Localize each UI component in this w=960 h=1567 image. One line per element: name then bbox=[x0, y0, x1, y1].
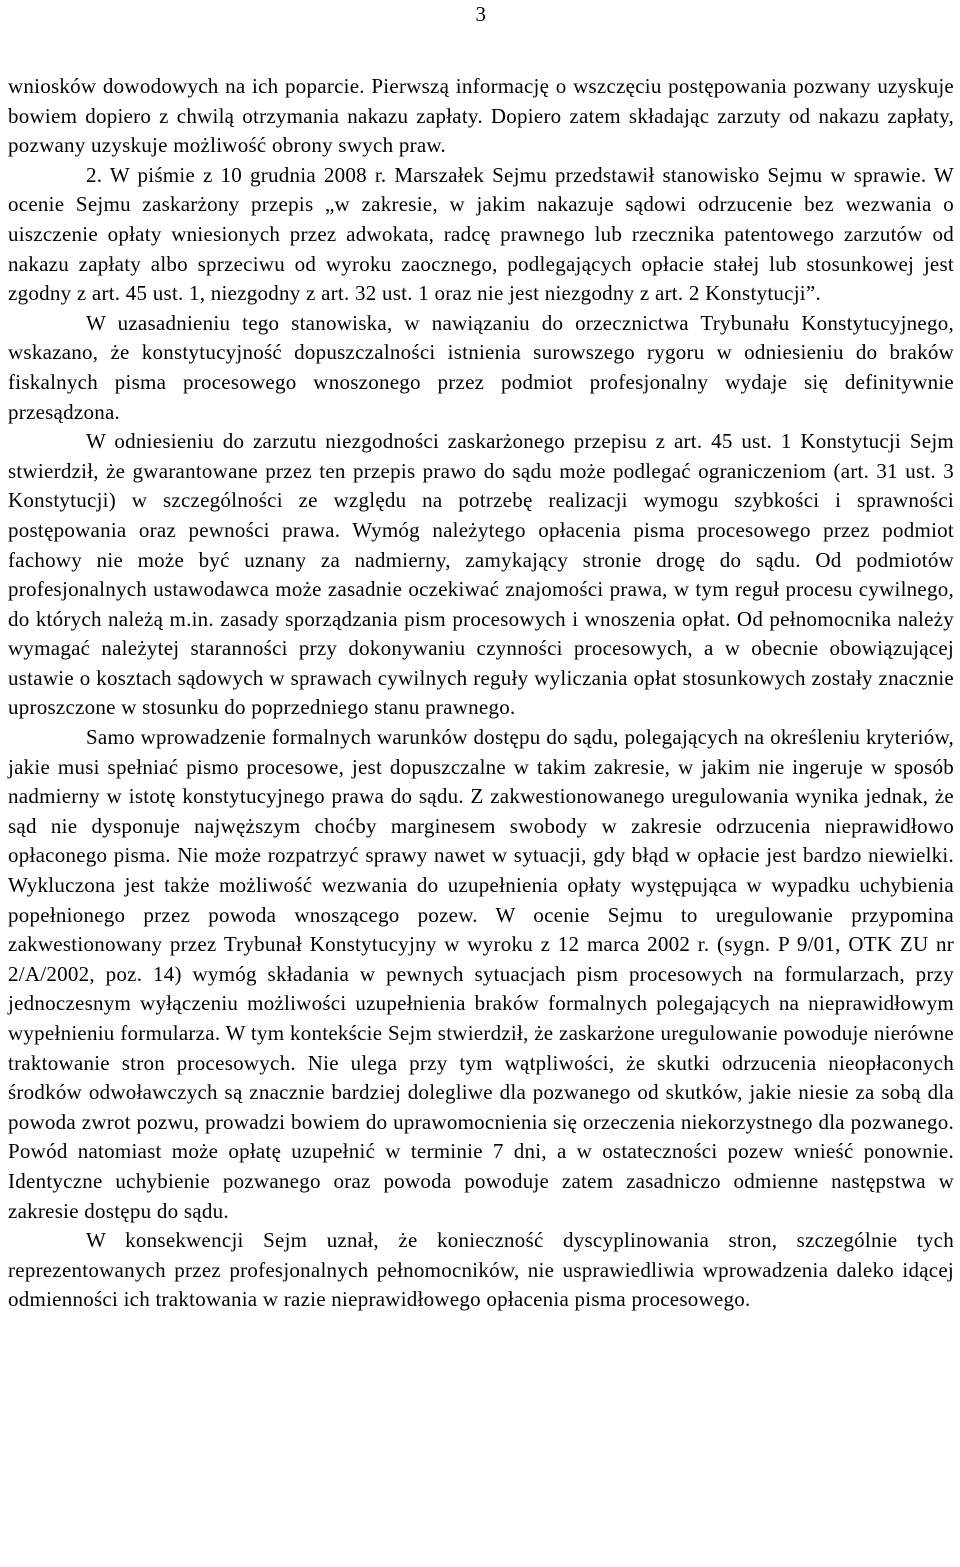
paragraph-continuation: wniosków dowodowych na ich poparcie. Pierwszą informację o wszczęciu postępowania pozwany uzyskuje bowiem dopiero z chwilą otrzymania nakazu zapłaty. Dopiero zatem składając zarzuty od nakazu zapłaty, pozwany uzyskuje możliwość obrony swych praw. bbox=[8, 74, 954, 158]
document-body bbox=[8, 72, 954, 1315]
page-number: 3 bbox=[475, 2, 486, 26]
paragraph-art-45: W odniesieniu do zarzutu niezgodności zaskarżonego przepisu z art. 45 ust. 1 Konstytucji Sejm stwierdził, że gwarantowane przez ten przepis prawo do sądu może podlegać ograniczeniom (art. 31 ust. 3 Konstytucji) w szczególności ze względu na potrzebę realizacji wymogu szybkości i sprawności postępowania oraz pewności prawa. Wymóg należytego opłacenia pisma procesowego przez podmiot fachowy nie może być uznany za nadmierny, zamykający stronie drogę do sądu. Od podmiotów profesjonalnych ustawodawca może zasadnie oczekiwać znajomości prawa, w tym reguł procesu cywilnego, do których należą m.in. zasady sporządzania pism procesowych i wnoszenia opłat. Od pełnomocnika należy wymagać należytej staranności przy dokonywaniu czynności procesowych, a w obecnie obowiązującej ustawie o kosztach sądowych w sprawach cywilnych reguły wyliczania opłat stosunkowych zostały znacznie uproszczone w stosunku do poprzedniego stanu prawnego. bbox=[8, 429, 954, 720]
paragraph-sejm-position: 2. W piśmie z 10 grudnia 2008 r. Marszałek Sejmu przedstawił stanowisko Sejmu w sprawie. W ocenie Sejmu zaskarżony przepis „w zakresie, w jakim nakazuje sądowi odrzucenie bez wezwania o uiszczenie opłaty wniesionych przez adwokata, radcę prawnego lub rzecznika patentowego zarzutów od nakazu zapłaty albo sprzeciwu od wyroku zaocznego, podlegających opłacie stałej lub stosunkowej jest zgodny z art. 45 ust. 1, niezgodny z art. 32 ust. 1 oraz nie jest niezgodny z art. 2 Konstytucji”. bbox=[8, 162, 954, 306]
paragraph-justification: W uzasadnieniu tego stanowiska, w nawiązaniu do orzecznictwa Trybunału Konstytucyjnego, wskazano, że konstytucyjność dopuszczalności istnienia surowszego rygoru w odniesieniu do braków fiskalnych pisma procesowego wnoszonego przez podmiot profesjonalny wydaje się definitywnie przesądzona. bbox=[8, 310, 954, 424]
paragraph-conclusion: W konsekwencji Sejm uznał, że konieczność dyscyplinowania stron, szczególnie tych reprezentowanych przez profesjonalnych pełnomocników, nie usprawiedliwia wprowadzenia daleko idącej odmienności ich traktowania w razie nieprawidłowego opłacenia pisma procesowego. bbox=[8, 1228, 954, 1312]
paragraph-formal-conditions: Samo wprowadzenie formalnych warunków dostępu do sądu, polegających na określeniu kryteriów, jakie musi spełniać pismo procesowe, jest dopuszczalne w takim zakresie, w jakim nie ingeruje w sposób nadmierny w istotę konstytucyjnego prawa do sądu. Z zakwestionowanego uregulowania wynika jednak, że sąd nie dysponuje najwęższym choćby marginesem swobody w zakresie odrzucenia nieprawidłowo opłaconego pisma. Nie może rozpatrzyć sprawy nawet w sytuacji, gdy błąd w opłacie jest bardzo niewielki. Wykluczona jest także możliwość wezwania do uzupełnienia opłaty występująca w wypadku uchybienia popełnionego przez powoda wnoszącego pozew. W ocenie Sejmu to uregulowanie przypomina zakwestionowany przez Trybunał Konstytucyjny w wyroku z 12 marca 2002 r. (sygn. P 9/01, OTK ZU nr 2/A/2002, poz. 14) wymóg składania w pewnych sytuacjach pism procesowych na formularzach, przy jednoczesnym wyłączeniu możliwości uzupełnienia braków formalnych polegających na nieprawidłowym wypełnieniu formularza. W tym kontekście Sejm stwierdził, że zaskarżone uregulowanie powoduje nierówne traktowanie stron procesowych. Nie ulega przy tym wątpliwości, że skutki odrzucenia nieopłaconych środków odwoławczych są znacznie bardziej dolegliwe dla pozwanego od skutków, jakie niesie za sobą dla powoda zwrot pozwu, prowadzi bowiem do uprawomocnienia się orzeczenia niekorzystnego dla pozwanego. Powód natomiast może opłatę uzupełnić w terminie 7 dni, a w ostateczności pozew wnieść ponownie. Identyczne uchybienie pozwanego oraz powoda powoduje zatem zasadniczo odmienne następstwa w zakresie dostępu do sądu. bbox=[8, 725, 954, 1223]
